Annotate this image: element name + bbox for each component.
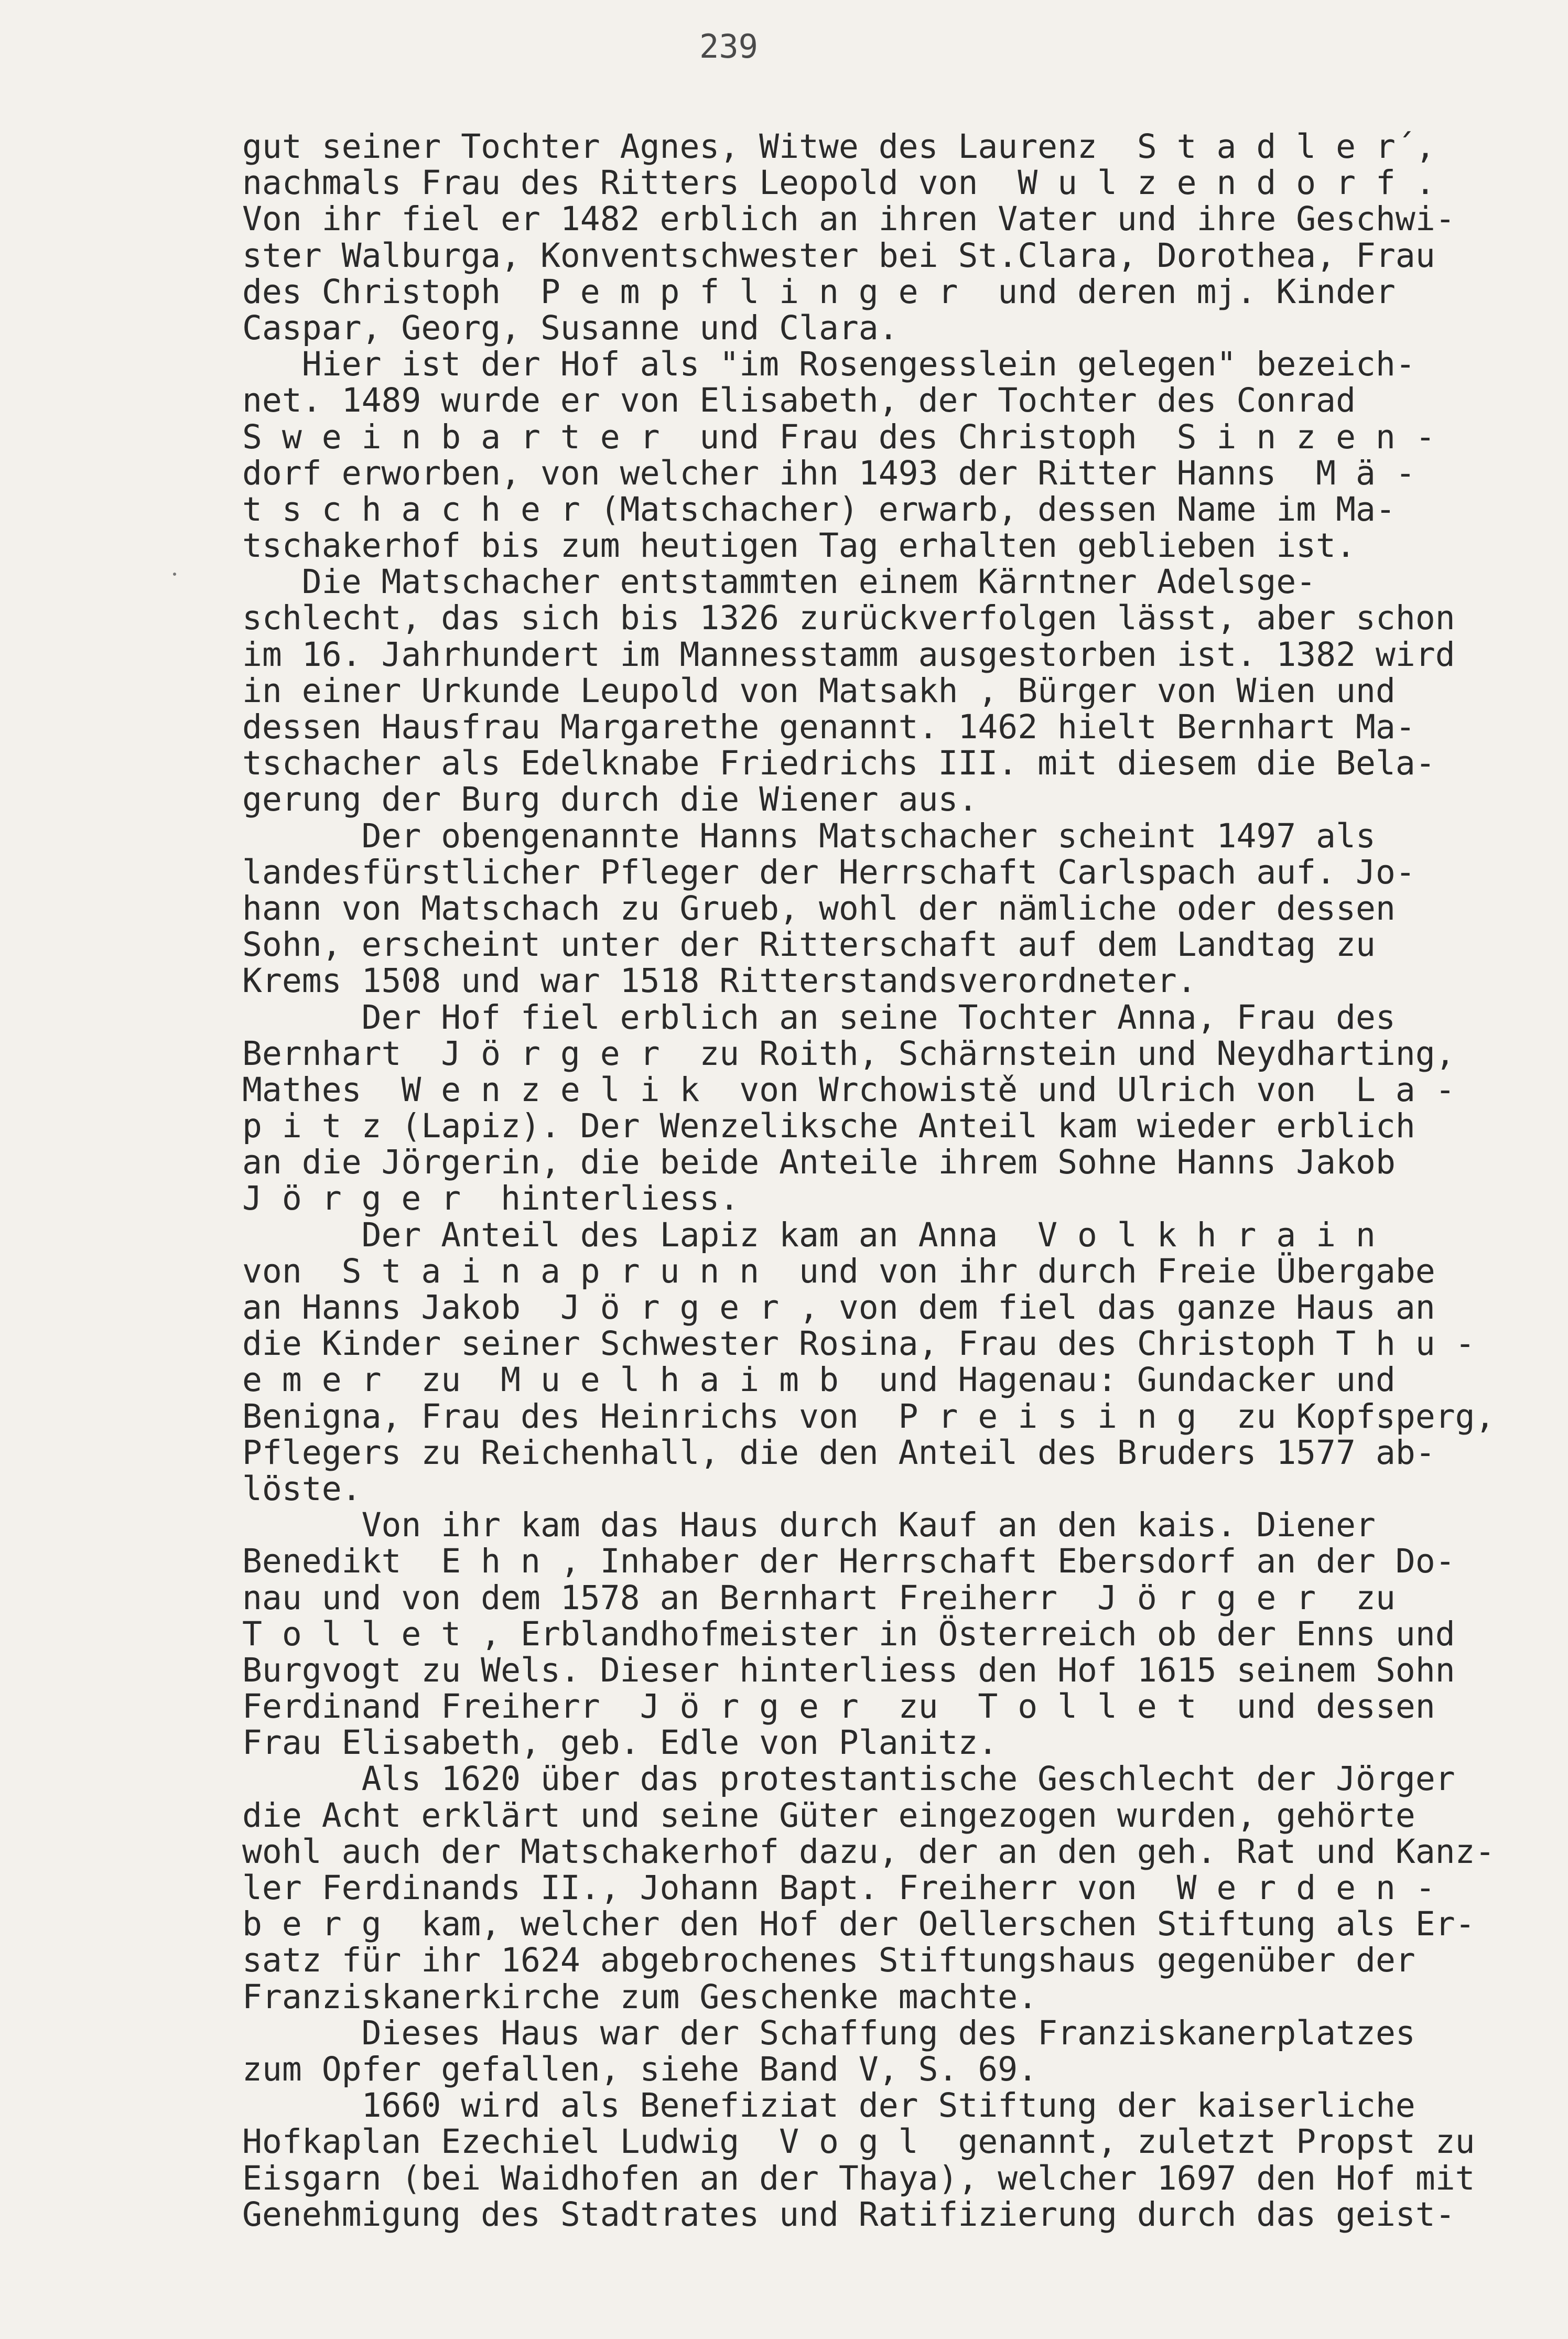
text-line: die Acht erklärt und seine Güter eingezogen wurden, gehörte: [242, 1796, 1415, 1835]
text-line: gerung der Burg durch die Wiener aus.: [242, 780, 978, 819]
text-line: 1660 wird als Benefiziat der Stiftung der kaiserliche: [242, 2086, 1415, 2125]
text-line: gut seiner Tochter Agnes, Witwe des Laurenz S t a d l e r´,: [242, 127, 1435, 166]
text-line: landesfürstlicher Pfleger der Herrschaft Carlspach auf. Jo-: [242, 853, 1415, 891]
text-line: t s c h a c h e r (Matschacher) erwarb, dessen Name im Ma-: [242, 490, 1396, 529]
text-line: e m e r zu M u e l h a i m b und Hagenau: Gundacker und: [242, 1361, 1396, 1399]
text-line: wohl auch der Matschakerhof dazu, der an den geh. Rat und Kanz-: [242, 1832, 1495, 1871]
text-line: Benigna, Frau des Heinrichs von P r e i s i n g zu Kopfsperg,: [242, 1397, 1495, 1436]
text-line: Benedikt E h n , Inhaber der Herrschaft Ebersdorf an der Do-: [242, 1542, 1455, 1581]
text-line: dessen Hausfrau Margarethe genannt. 1462 hielt Bernhart Ma-: [242, 708, 1415, 746]
text-line: Krems 1508 und war 1518 Ritterstandsverordneter.: [242, 962, 1197, 1000]
text-line: Franziskanerkirche zum Geschenke machte.: [242, 1977, 1038, 2016]
text-line: satz für ihr 1624 abgebrochenes Stiftungshaus gegenüber der: [242, 1941, 1415, 1980]
text-line: ster Walburga, Konventschwester bei St.Clara, Dorothea, Frau: [242, 236, 1435, 275]
text-line: Der Anteil des Lapiz kam an Anna V o l k h r a i n: [242, 1215, 1376, 1254]
text-line: Eisgarn (bei Waidhofen an der Thaya), welcher 1697 den Hof mit: [242, 2159, 1475, 2197]
text-line: löste.: [242, 1469, 362, 1508]
text-line: in einer Urkunde Leupold von Matsakh , Bürger von Wien und: [242, 671, 1396, 710]
text-line: S w e i n b a r t e r und Frau des Christoph S i n z e n -: [242, 417, 1435, 456]
text-line: des Christoph P e m p f l i n g e r und deren mj. Kinder: [242, 272, 1396, 311]
page-number: 239: [699, 27, 758, 66]
text-line: Der Hof fiel erblich an seine Tochter Anna, Frau des: [242, 998, 1396, 1037]
text-line: schlecht, das sich bis 1326 zurückverfolgen lässt, aber schon: [242, 599, 1455, 638]
text-line: nachmals Frau des Ritters Leopold von W u l z e n d o r f .: [242, 164, 1435, 202]
text-line: Sohn, erscheint unter der Ritterschaft auf dem Landtag zu: [242, 925, 1376, 964]
text-line: J ö r g e r hinterliess.: [242, 1179, 740, 1218]
text-line: Dieses Haus war der Schaffung des Franziskanerplatzes: [242, 2013, 1415, 2052]
text-line: Hier ist der Hof als "im Rosengesslein gelegen" bezeich-: [242, 345, 1415, 384]
text-line: Von ihr fiel er 1482 erblich an ihren Vater und ihre Geschwi-: [242, 200, 1455, 239]
text-line: Bernhart J ö r g e r zu Roith, Schärnstein und Neydharting,: [242, 1034, 1455, 1073]
body-text: [242, 128, 1537, 2233]
text-line: Mathes W e n z e l i k von Wrchowistě und Ulrich von L a -: [242, 1070, 1455, 1109]
text-line: Genehmigung des Stadtrates und Ratifizierung durch das geist-: [242, 2195, 1455, 2234]
text-line: Als 1620 über das protestantische Geschlecht der Jörger: [242, 1760, 1455, 1798]
text-line: Hofkaplan Ezechiel Ludwig V o g l genannt, zuletzt Propst zu: [242, 2122, 1475, 2161]
text-line: b e r g kam, welcher den Hof der Oellerschen Stiftung als Er-: [242, 1905, 1475, 1944]
text-line: tschacher als Edelknabe Friedrichs III. mit diesem die Bela-: [242, 744, 1435, 783]
text-line: ler Ferdinands II., Johann Bapt. Freiherr von W e r d e n -: [242, 1869, 1435, 1907]
text-line: nau und von dem 1578 an Bernhart Freiherr J ö r g e r zu: [242, 1578, 1396, 1617]
text-line: dorf erworben, von welcher ihn 1493 der Ritter Hanns M ä -: [242, 454, 1415, 492]
text-line: Caspar, Georg, Susanne und Clara.: [242, 308, 899, 347]
text-line: Pflegers zu Reichenhall, die den Anteil des Bruders 1577 ab-: [242, 1433, 1435, 1472]
text-line: hann von Matschach zu Grueb, wohl der nämliche oder dessen: [242, 889, 1396, 928]
text-line: Von ihr kam das Haus durch Kauf an den kais. Diener: [242, 1506, 1376, 1545]
text-line: Der obengenannte Hanns Matschacher scheint 1497 als: [242, 816, 1376, 855]
text-line: an Hanns Jakob J ö r g e r , von dem fiel das ganze Haus an: [242, 1288, 1435, 1327]
text-line: im 16. Jahrhundert im Mannesstamm ausgestorben ist. 1382 wird: [242, 635, 1455, 674]
text-line: tschakerhof bis zum heutigen Tag erhalten geblieben ist.: [242, 526, 1356, 565]
text-line: Frau Elisabeth, geb. Edle von Planitz.: [242, 1723, 998, 1762]
text-line: p i t z (Lapiz). Der Wenzeliksche Anteil kam wieder erblich: [242, 1107, 1415, 1146]
text-line: die Kinder seiner Schwester Rosina, Frau des Christoph T h u -: [242, 1324, 1475, 1363]
text-line: net. 1489 wurde er von Elisabeth, der Tochter des Conrad: [242, 381, 1356, 420]
text-line: Die Matschacher entstammten einem Kärntner Adelsge-: [242, 563, 1316, 601]
text-line: von S t a i n a p r u n n und von ihr durch Freie Übergabe: [242, 1252, 1435, 1290]
text-line: T o l l e t , Erblandhofmeister in Österreich ob der Enns und: [242, 1614, 1455, 1653]
text-line: an die Jörgerin, die beide Anteile ihrem Sohne Hanns Jakob: [242, 1143, 1396, 1182]
text-line: Ferdinand Freiherr J ö r g e r zu T o l l e t und dessen: [242, 1687, 1435, 1726]
text-line: Burgvogt zu Wels. Dieser hinterliess den Hof 1615 seinem Sohn: [242, 1651, 1455, 1689]
margin-dot: [173, 573, 176, 576]
text-line: zum Opfer gefallen, siehe Band V, S. 69.: [242, 2050, 1038, 2088]
